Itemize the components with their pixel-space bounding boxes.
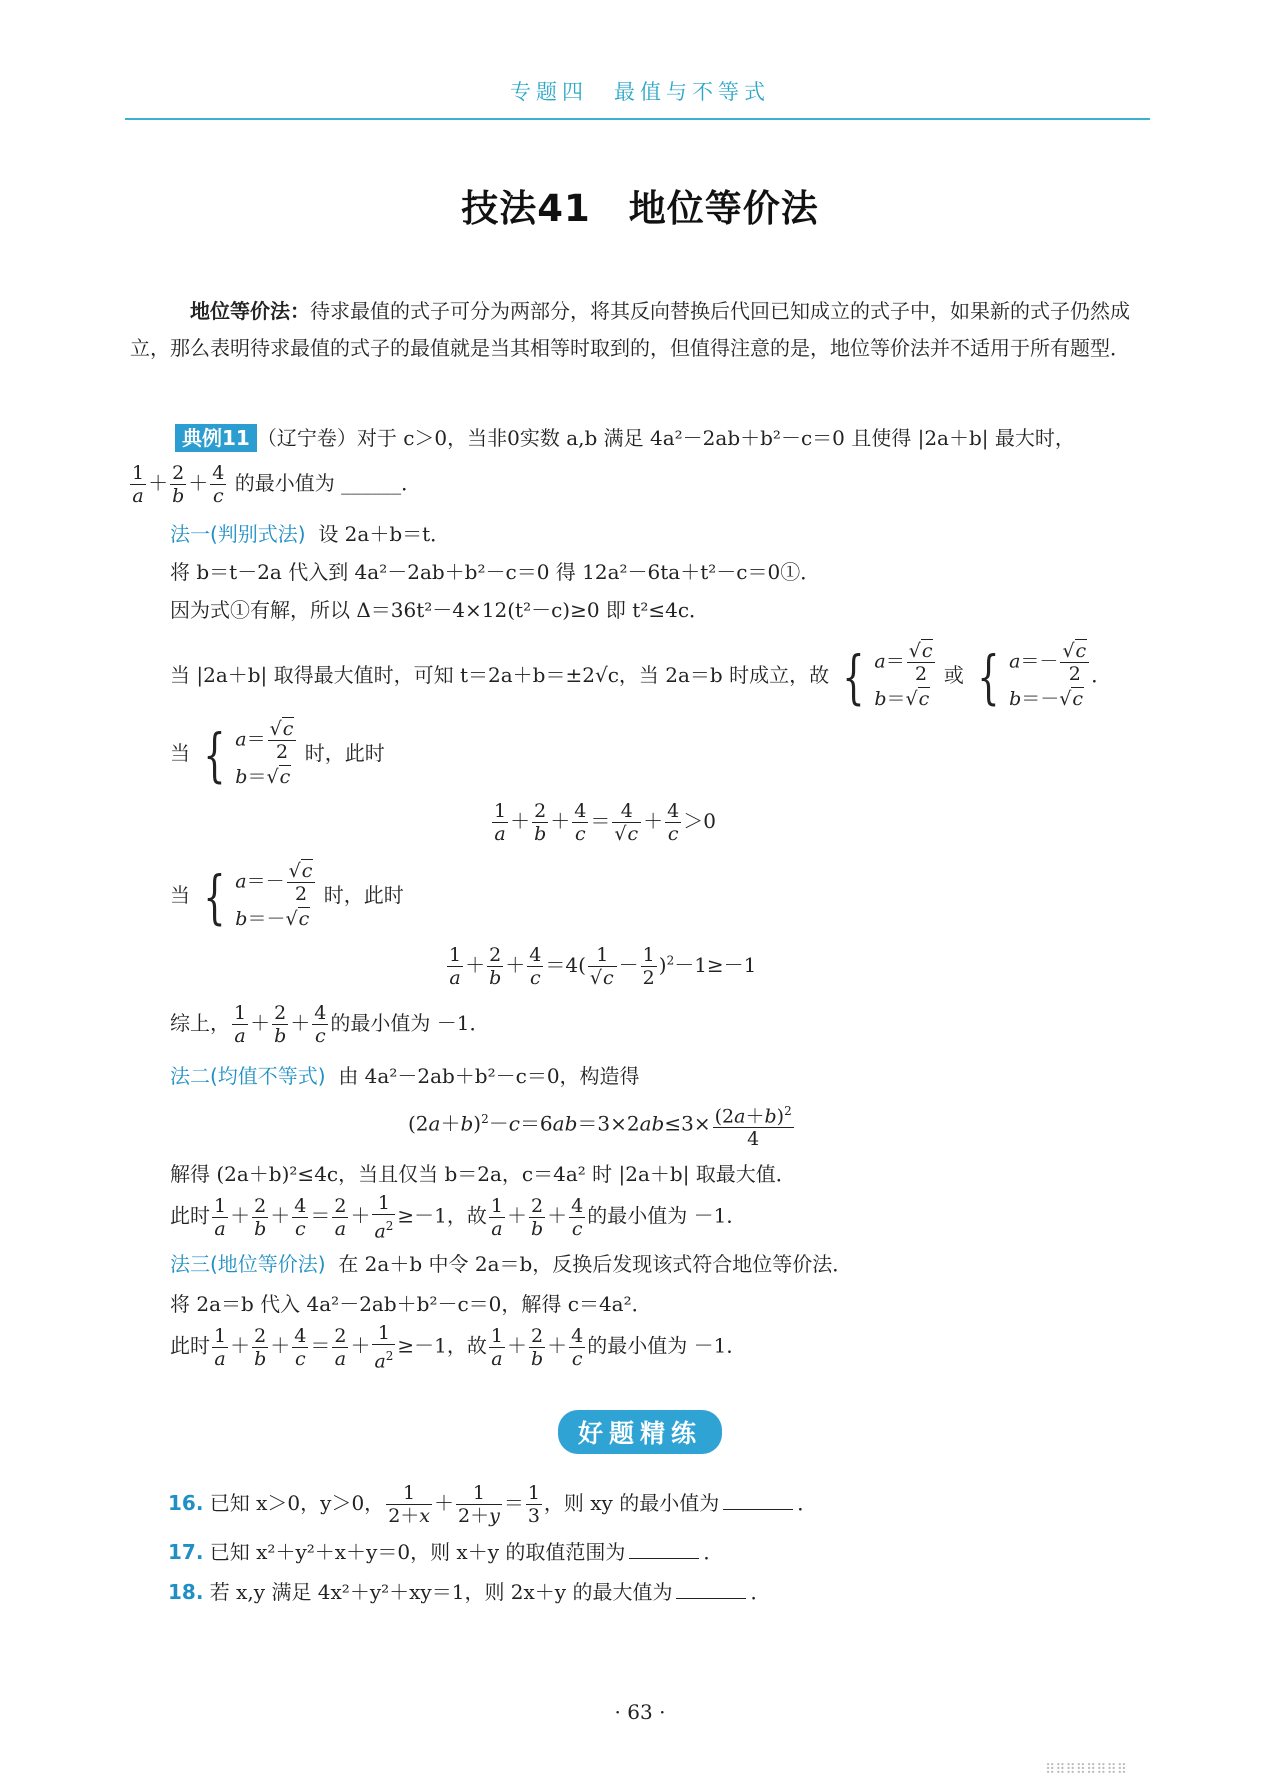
answer-blank [676,1598,746,1599]
method-1-intro: 设 2a＋b＝t． [318,522,451,546]
example-question: 的最小值为 ______． [234,471,422,495]
example-statement: 对于 c＞0，当非0实数 a,b 满足 4a²－2ab＋b²－c＝0 且使得 |2a＋b| 最大时， [356,426,1075,450]
method-2-intro: 由 4a²－2ab＋b²－c＝0，构造得 [338,1064,640,1088]
watermark: ⠿⠿⠿⠿⠿⠿⠿⠿ [1045,1762,1128,1778]
method-1-line-3-text: 当 |2a＋b| 取得最大值时，可知 t＝2a＋b＝±2√c，当 2a＝b 时成立，故 [170,663,830,687]
answer-blank [723,1509,793,1510]
question-16-text: 已知 x＞0，y＞0， [209,1491,385,1515]
equation-case-2: $\frac{1}{a}$ ＋ $\frac{2}{b}$ ＋ $\frac{4}{c}$ ＝4( $\frac{1}{√c}$ － $\frac{1}{2}$ )$^2$－1≥－1 [449,944,757,989]
method-1-header [170,518,450,547]
question-17-number: 17. [168,1540,204,1564]
fraction: $\frac{2}{b}$ [172,462,185,507]
system-3: a＝ $\frac{√c}{2}$ b＝√c [235,718,298,791]
method-1-line-3: 当 |2a＋b| 取得最大值时，可知 t＝2a＋b＝±2√c，当 2a＝b 时成立，故 { a＝ $\frac{√c}{2}$ b＝√c 或 { a＝－ $\frac{√c}{2}$ b＝－√c． [170,640,1111,713]
example-tag: 典例11 [175,424,257,452]
page-title: 技法41 地位等价法 [461,187,819,230]
equation-method-2: $(2a+b)^2-c=6ab=3\times 2ab\le 3\times$ $\frac{(2a+b)^2}{4}$ [408,1100,796,1150]
answer-blank [629,1558,699,1559]
question-18: 18. 若 x,y 满足 4x²＋y²＋xy＝1，则 2x＋y 的最大值为 ． [168,1580,771,1604]
case-2-then: 时，此时 [323,883,404,907]
question-16-tail: ，则 xy 的最小值为 [543,1491,720,1515]
method-3-line-2: 此时 $\frac{1}{a}$ ＋ $\frac{2}{b}$ ＋ $\frac{4}{c}$ ＝ $\frac{2}{a}$ ＋ $\frac{1}{a^2}$ ≥－1，故 $\frac{1}{a}$ ＋ $\frac{2}{b}$ ＋ $\frac{4}{c}$ 的最小值为 －1． [170,1322,747,1373]
method-3-header [170,1248,852,1277]
question-17-text: 已知 x²＋y²＋x＋y＝0，则 x＋y 的取值范围为 [209,1540,626,1564]
fraction: $\frac{4}{c}$ [212,462,225,507]
question-18-text: 若 x,y 满足 4x²＋y²＋xy＝1，则 2x＋y 的最大值为 [209,1580,673,1604]
equation-case-1: $\frac{1}{a}$ ＋ $\frac{2}{b}$ ＋ $\frac{4}{c}$ ＝ $\frac{4}{√c}$ ＋ $\frac{4}{c}$ ＞0 [494,800,716,845]
example-line-1 [175,422,1075,451]
method-1-line-2: 因为式①有解，所以 Δ＝36t²－4×12(t²－c)≥0 即 t²≤4c． [170,598,710,622]
practice-section-title [0,1410,1280,1454]
left-brace: { [977,642,1000,711]
method-1-line-1: 将 b＝t－2a 代入到 4a²－2ab＋b²－c＝0 得 12a²－6ta＋t²－c＝0①． [170,560,821,584]
left-brace: { [842,642,865,711]
method-1-summary: 综上， $\frac{1}{a}$ ＋ $\frac{2}{b}$ ＋ $\frac{4}{c}$ 的最小值为 －1． [170,1002,490,1047]
question-16-number: 16. [168,1491,204,1515]
question-18-number: 18. [168,1580,204,1604]
intro-label: 地位等价法： [190,299,310,323]
system-4: a＝－ $\frac{√c}{2}$ b＝－√c [235,860,317,933]
summary-prefix: 综上， [170,1011,230,1035]
header-rule [125,118,1150,120]
case-1 [170,718,385,791]
left-brace: { [203,720,226,789]
method-3-intro: 在 2a＋b 中令 2a＝b，反换后发现该式符合地位等价法． [338,1252,853,1276]
question-17: 17. 已知 x²＋y²＋x＋y＝0，则 x＋y 的取值范围为 ． [168,1540,724,1564]
intro-paragraph [130,293,1150,367]
example-line-2: $\frac{1}{a}$ ＋ $\frac{2}{b}$ ＋ $\frac{4}{c}$ 的最小值为 ______． [132,462,422,507]
running-header: 专题四 最值与不等式 [510,80,770,104]
case-2 [170,860,404,933]
method-1-label: 法一(判别式法) [170,522,306,546]
case-1-then: 时，此时 [304,741,385,765]
fraction: $\frac{1}{a}$ [132,462,145,507]
question-16: 16. 已知 x＞0，y＞0， $\frac{1}{2+x}$ ＋ $\frac{1}{2+y}$ ＝ $\frac{1}{3}$ ，则 xy 的最小值为 ． [168,1482,818,1527]
example-source: （辽宁卷） [256,426,357,450]
page-number: · 63 · [614,1700,666,1724]
case-1-when: 当 [170,741,190,765]
case-2-when: 当 [170,883,190,907]
practice-title-badge: 好题精练 [558,1410,722,1454]
method-3-label: 法三(地位等价法) [170,1252,326,1276]
now-word: 此时 [170,1203,210,1228]
conclude-text: 的最小值为 －1． [587,1333,747,1358]
method-3-line-1: 将 2a＝b 代入 4a²－2ab＋b²－c＝0，解得 c＝4a²． [170,1292,652,1316]
conclude-text: 的最小值为 －1． [587,1203,747,1228]
method-2-header [170,1060,640,1089]
now-word: 此时 [170,1333,210,1358]
method-2-line-2: 此时 $\frac{1}{a}$ ＋ $\frac{2}{b}$ ＋ $\frac{4}{c}$ ＝ $\frac{2}{a}$ ＋ $\frac{1}{a^2}$ ≥－1，故 $\frac{1}{a}$ ＋ $\frac{2}{b}$ ＋ $\frac{4}{c}$ 的最小值为 －1． [170,1192,747,1243]
method-2-label: 法二(均值不等式) [170,1064,326,1088]
intro-text: 待求最值的式子可分为两部分，将其反向替换后代回已知成立的式子中，如果新的式子仍然成立，那么表明待求最值的式子的最值就是当其相等时取到的，但值得注意的是，地位等价法并不适用于所有题型． [130,299,1130,360]
system-2: a＝－ $\frac{√c}{2}$ b＝－√c [1009,640,1091,713]
system-1: a＝ $\frac{√c}{2}$ b＝√c [874,640,937,713]
left-brace: { [203,862,226,931]
method-2-line-1: 解得 (2a＋b)²≤4c，当且仅当 b＝2a，c＝4a² 时 |2a＋b| 取最大值． [170,1162,796,1186]
summary-suffix: 的最小值为 －1． [330,1011,490,1035]
or-word: 或 [943,663,964,687]
